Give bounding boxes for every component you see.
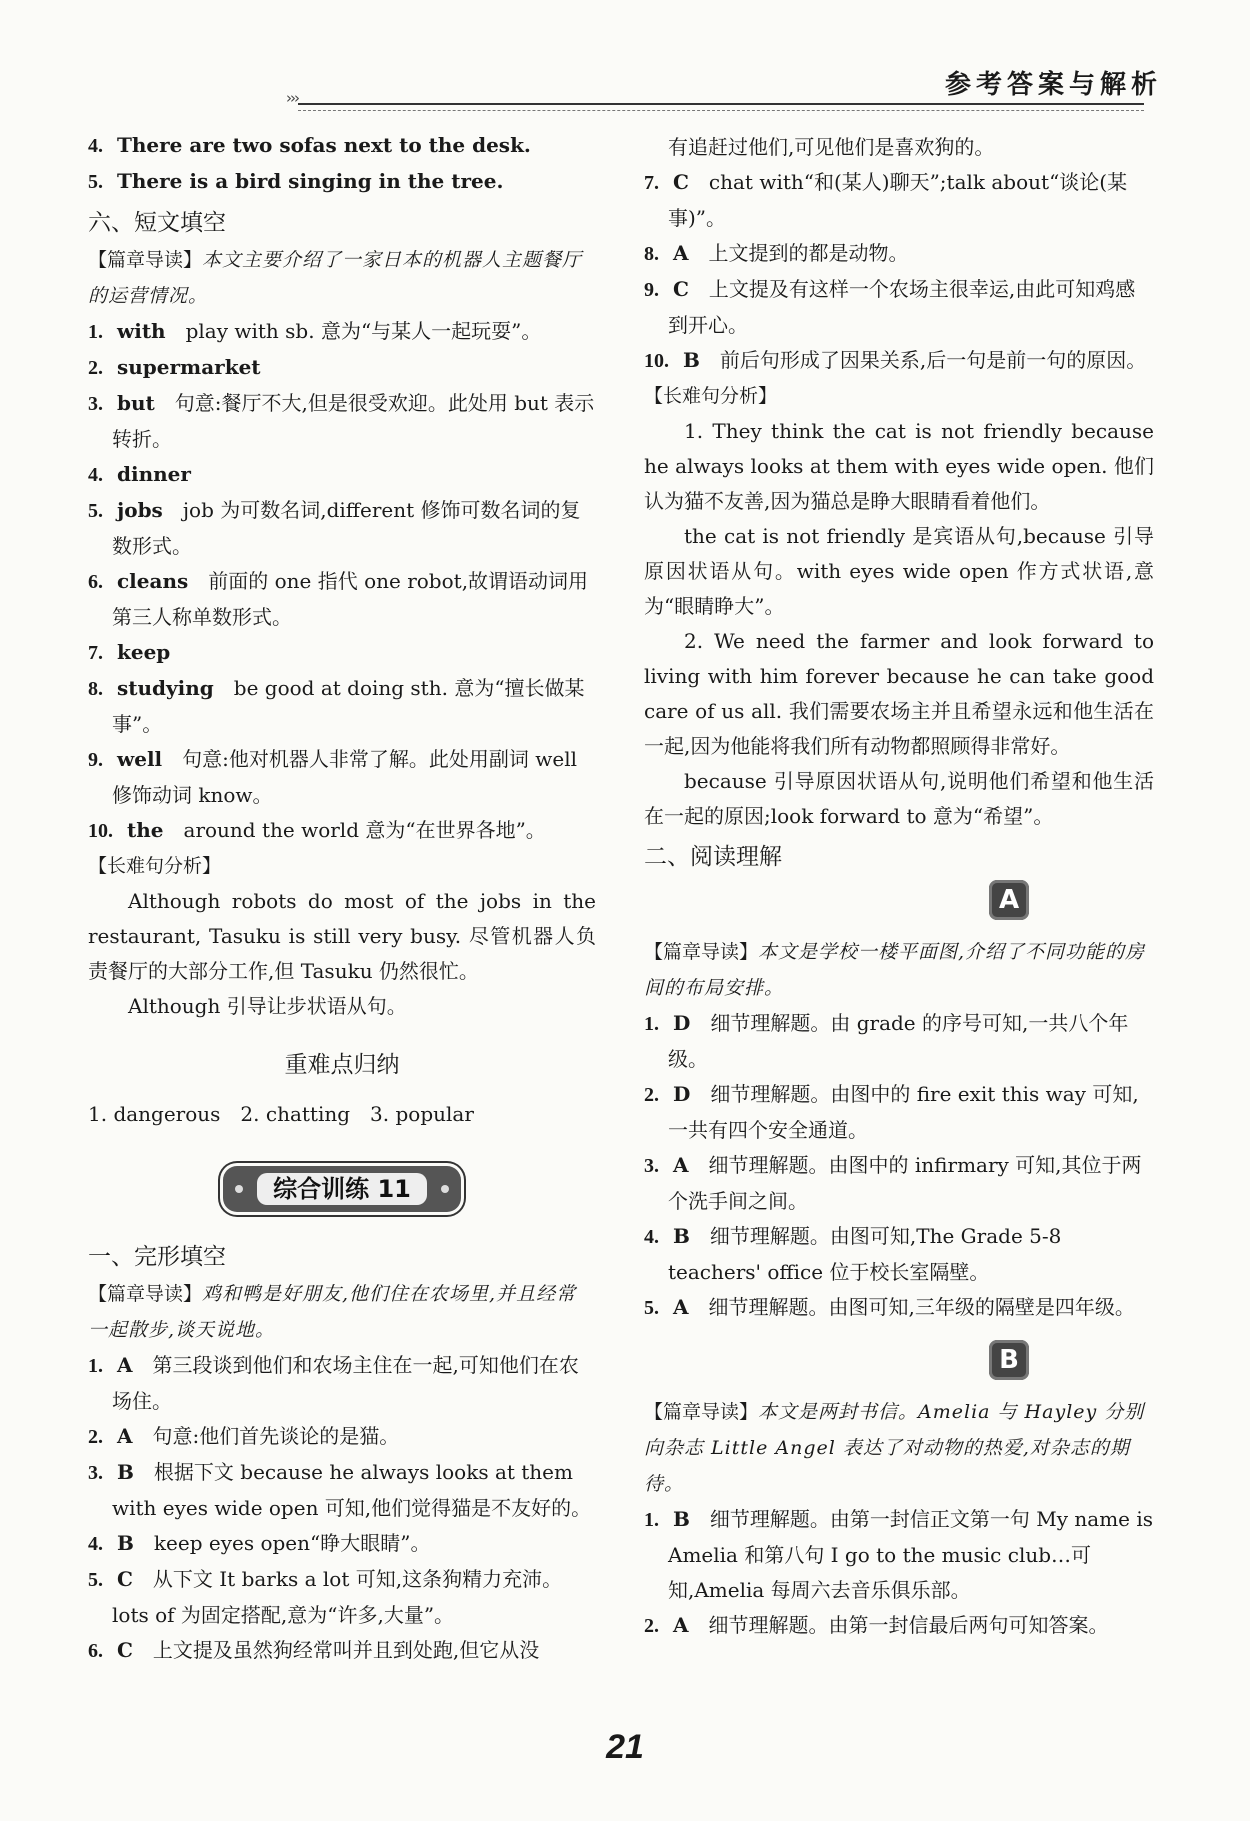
section-title: 六、短文填空 [88, 210, 226, 236]
analysis-paragraph: 2. We need the farmer and look forward to living with him forever because he can take good care of us all. 我们需要农场主并且希望永远和他生活在一起,因为他能将我们所有动物都照顾得非常好。 [644, 629, 1154, 758]
page-number: 21 [606, 1728, 644, 1766]
analysis-paragraph: Although 引导让步状语从句。 [128, 994, 407, 1018]
section-title: 二、阅读理解 [644, 844, 782, 870]
key-points-text: 1. dangerous 2. chatting 3. popular [88, 1102, 474, 1126]
answer-item: 1. A 第三段谈到他们和农场主住在一起,可知他们在农场住。 [88, 1353, 579, 1413]
badge-container [864, 1340, 1154, 1388]
passage-a-badge: A [989, 880, 1029, 920]
analysis-paragraph: the cat is not friendly 是宾语从句,because 引导原因状语从句。with eyes wide open 作方式状语,意为“眼睛睁大”。 [644, 524, 1154, 618]
answer-item: 8. studying be good at doing sth. 意为“擅长做某事”。 [88, 676, 585, 736]
answer-item: 4. B keep eyes open“睁大眼睛”。 [88, 1531, 431, 1555]
key-points-title: 重难点归纳 [284, 1052, 400, 1078]
section-title: 一、完形填空 [88, 1244, 226, 1270]
chapter-guide: 【篇章导读】本文是学校一楼平面图,介绍了不同功能的房间的布局安排。 [644, 941, 1146, 999]
header-dashed-rule [298, 110, 1144, 111]
answer-item: 10. B 前后句形成了因果关系,后一句是前一句的原因。 [644, 348, 1147, 372]
plaque-label: 综合训练 11 [257, 1173, 427, 1205]
bolt-icon [441, 1185, 449, 1193]
answer-text: There are two sofas next to the desk. [117, 133, 531, 157]
answer-item: 4. B 细节理解题。由图可知,The Grade 5-8 teachers' office 位于校长室隔壁。 [644, 1224, 1062, 1284]
magazine-title: Little Angel [711, 1437, 836, 1459]
answer-item: 1. D 细节理解题。由 grade 的序号可知,一共八个年级。 [644, 1011, 1129, 1071]
answer-item: 3. but 句意:餐厅不大,但是很受欢迎。此处用 but 表示转折。 [88, 391, 595, 451]
answer-list [644, 1502, 1154, 1644]
header-arrows-icon: ››› [286, 89, 298, 107]
analysis-title: 【长难句分析】 [88, 855, 222, 877]
answer-item: 5. A 细节理解题。由图可知,三年级的隔壁是四年级。 [644, 1295, 1135, 1319]
answer-item: 6. cleans 前面的 one 指代 one robot,故谓语动词用第三人称单数形式。 [88, 569, 589, 629]
answer-item: 6. C 上文提及虽然狗经常叫并且到处跑,但它从没 [88, 1638, 540, 1662]
answer-item: 10. the around the world 意为“在世界各地”。 [88, 818, 546, 842]
answer-item: 2. A 句意:他们首先谈论的是猫。 [88, 1424, 400, 1448]
analysis-paragraph: Although robots do most of the jobs in the restaurant, Tasuku is still very busy. 尽管机器人负责餐厅的大部分工作,但 Tasuku 仍然很忙。 [88, 889, 596, 983]
answer-item: 4. dinner [88, 462, 191, 486]
header-rule [298, 103, 1144, 105]
answer-item: 3. B 根据下文 because he always looks at them with eyes wide open 可知,他们觉得猫是不友好的。 [88, 1460, 592, 1520]
answer-item: 9. C 上文提及有这样一个农场主很幸运,由此可知鸡感到开心。 [644, 277, 1136, 337]
answer-item: 5. C 从下文 It barks a lot 可知,这条狗精力充沛。lots of 为固定搭配,意为“许多,大量”。 [88, 1567, 563, 1627]
answer-item: 1. with play with sb. 意为“与某人一起玩耍”。 [88, 319, 542, 343]
continued-text: 有追赶过他们,可见他们是喜欢狗的。 [668, 135, 995, 159]
answer-text: There is a bird singing in the tree. [117, 169, 504, 193]
answer-item: 4. There are two sofas next to the desk. [88, 133, 531, 157]
chapter-guide: 【篇章导读】本文主要介绍了一家日本的机器人主题餐厅的运营情况。 [88, 249, 583, 307]
passage-b-badge: B [989, 1340, 1029, 1380]
right-column [644, 130, 1154, 1644]
analysis-paragraph: 1. They think the cat is not friendly because he always looks at them with eyes wide open. 他们认为猫不友善,因为猫总是睁大眼睛看着他们。 [644, 419, 1154, 513]
answer-item: 2. D 细节理解题。由图中的 fire exit this way 可知,一共有四个安全通道。 [644, 1082, 1139, 1142]
header-title: 参考答案与解析 [944, 70, 1162, 100]
answer-item: 3. A 细节理解题。由图中的 infirmary 可知,其位于两个洗手间之间。 [644, 1153, 1142, 1213]
answer-list [88, 1348, 596, 1669]
answer-item: 7. keep [88, 640, 171, 664]
training-plaque [223, 1166, 461, 1212]
answer-item: 2. A 细节理解题。由第一封信最后两句可知答案。 [644, 1613, 1109, 1637]
plaque-container [88, 1166, 596, 1212]
chapter-guide: 【篇章导读】本文是两封书信。Amelia 与 Hayley 分别向杂志 Little Angel 表达了对动物的热爱,对杂志的期待。 [644, 1401, 1145, 1495]
badge-container [864, 880, 1154, 928]
answer-item: 9. well 句意:他对机器人非常了解。此处用副词 well 修饰动词 know。 [88, 747, 577, 807]
answer-item: 8. A 上文提到的都是动物。 [644, 241, 909, 265]
answer-item: 1. B 细节理解题。由第一封信正文第一句 My name is Amelia 和第八句 I go to the music club…可知,Amelia 每周六去音乐俱乐部。 [644, 1507, 1154, 1602]
left-column [88, 128, 596, 1669]
answer-item: 2. supermarket [88, 355, 261, 379]
answer-list [88, 314, 596, 849]
answer-item: 5. jobs job 为可数名词,different 修饰可数名词的复数形式。 [88, 498, 581, 558]
answer-list [644, 165, 1154, 379]
analysis-title: 【长难句分析】 [644, 385, 778, 407]
answer-item: 7. C chat with“和(某人)聊天”;talk about“谈论(某事)”。 [644, 170, 1128, 230]
bolt-icon [235, 1185, 243, 1193]
answer-item: 5. There is a bird singing in the tree. [88, 169, 504, 193]
analysis-paragraph: because 引导原因状语从句,说明他们希望和他生活在一起的原因;look forward to 意为“希望”。 [644, 769, 1154, 828]
answer-list [644, 1006, 1154, 1326]
chapter-guide: 【篇章导读】鸡和鸭是好朋友,他们住在农场里,并且经常一起散步,谈天说地。 [88, 1283, 577, 1341]
